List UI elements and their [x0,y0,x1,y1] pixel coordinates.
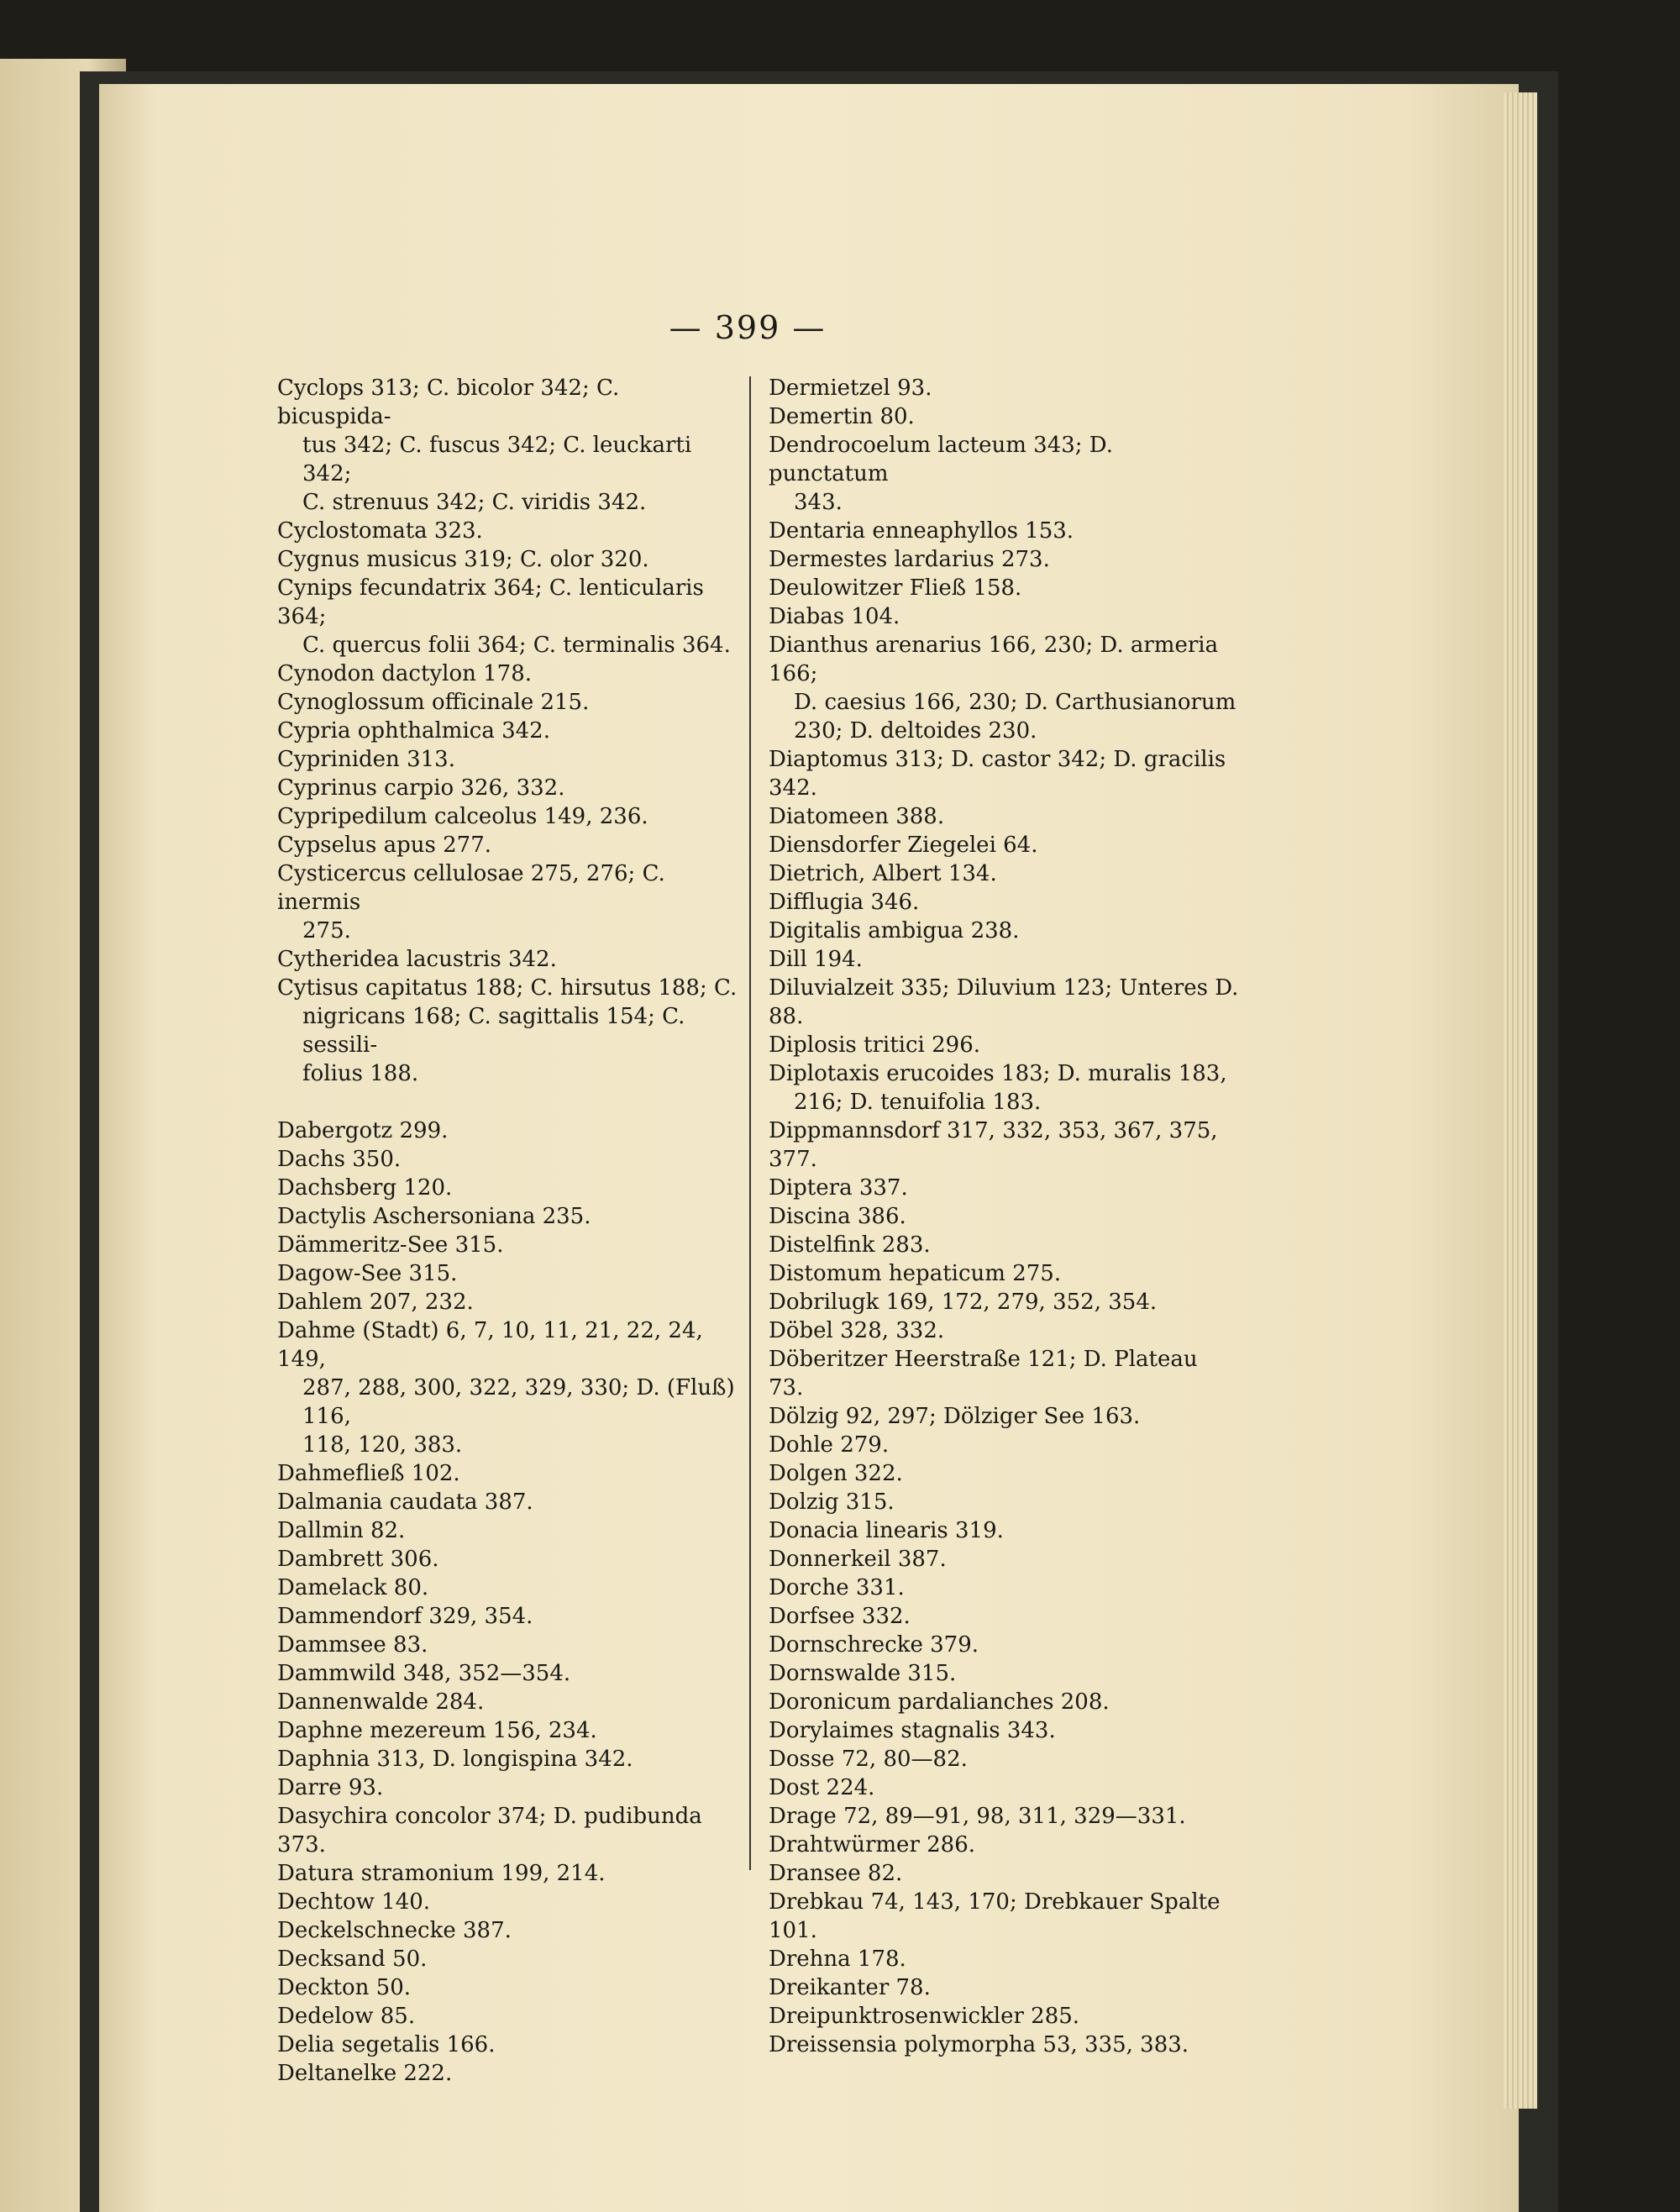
index-entry: Deltanelke 222. [277,2061,453,2086]
index-entry: Drehna 178. [769,1947,906,1972]
page-block-edge [1504,92,1537,2109]
index-entry: C. strenuus 342; C. viridis 342. [302,490,647,515]
index-entry: Dechtow 140. [277,1889,431,1915]
index-entry: Dammsee 83. [277,1632,428,1658]
index-entry: Dost 224. [769,1775,875,1800]
index-entry: Cynips fecundatrix 364; C. lenticularis 364; [277,575,704,629]
index-entry: Deckton 50. [277,1975,412,2000]
index-entry: Diaptomus 313; D. castor 342; D. gracilis 342. [769,747,1226,801]
index-entry: Donacia linearis 319. [769,1518,1004,1543]
index-entry: Datura stramonium 199, 214. [277,1861,606,1886]
index-entry: Dasychira concolor 374; D. pudibunda 373. [277,1804,702,1857]
index-entry: Diptera 337. [769,1175,908,1201]
index-entry: Distelfink 283. [769,1232,931,1258]
index-entry: Difflugia 346. [769,890,920,915]
index-entry: Dagow-See 315. [277,1261,458,1286]
index-entry: Donnerkeil 387. [769,1547,947,1572]
index-entry: Dohle 279. [769,1432,890,1458]
index-entry: Dietrich, Albert 134. [769,861,997,886]
index-entry: Dentaria enneaphyllos 153. [769,518,1074,544]
column-divider [749,376,751,1870]
index-entry: Döbel 328, 332. [769,1318,945,1343]
index-entry: D. caesius 166, 230; D. Carthusianorum [794,690,1236,715]
index-entry: 343. [794,490,843,515]
index-entry: Dachsberg 120. [277,1175,453,1201]
index-entry: Diatomeen 388. [769,804,945,829]
index-entry: 275. [302,918,351,943]
index-entry: tus 342; C. fuscus 342; C. leuckarti 342; [302,433,692,486]
index-entry: Dermestes lardarius 273. [769,547,1050,572]
index-entry: Cypselus apus 277. [277,833,492,858]
index-entry: Dorylaimes stagnalis 343. [769,1718,1056,1743]
index-entry: 287, 288, 300, 322, 329, 330; D. (Fluß) 116, [302,1375,735,1429]
index-entry: Damelack 80. [277,1575,429,1600]
index-entry: Dosse 72, 80—82. [769,1747,968,1772]
index-entry: Cyprinus carpio 326, 332. [277,775,565,801]
index-entry: Doronicum pardalianches 208. [769,1689,1110,1715]
index-entry: Dedelow 85. [277,2004,416,2029]
index-entry: Dreipunktrosenwickler 285. [769,2004,1080,2029]
index-entry: Dill 194. [769,947,863,972]
index-entry: Diplotaxis erucoides 183; D. muralis 183, [769,1061,1227,1086]
index-entry: Dahlem 207, 232. [277,1290,474,1315]
index-entry: Deulowitzer Fließ 158. [769,575,1022,601]
index-entry: Dactylis Aschersoniana 235. [277,1204,591,1229]
index-entry: Dannenwalde 284. [277,1689,485,1715]
index-entry: nigricans 168; C. sagittalis 154; C. sessili- [302,1004,685,1058]
index-entry: Döberitzer Heerstraße 121; D. Plateau 73. [769,1347,1198,1400]
index-entry: Cynoglossum officinale 215. [277,690,590,715]
index-entry: Dachs 350. [277,1147,402,1172]
index-entry: Dalmania caudata 387. [277,1490,533,1515]
index-entry: folius 188. [302,1061,419,1086]
index-entry: Dermietzel 93. [769,376,932,401]
index-entry: Darre 93. [277,1775,384,1800]
index-entry: Distomum hepaticum 275. [769,1261,1062,1286]
index-entry: Demertin 80. [769,404,915,429]
index-entry: Dabergotz 299. [277,1118,449,1143]
index-entry: Drahtwürmer 286. [769,1832,976,1857]
index-entry: Deckelschnecke 387. [277,1918,512,1943]
index-entry: Dobrilugk 169, 172, 279, 352, 354. [769,1290,1158,1315]
index-entry: Diplosis tritici 296. [769,1032,981,1058]
index-entry: Dreikanter 78. [769,1975,931,2000]
index-entry: Dolzig 315. [769,1490,895,1515]
index-entry: Cypria ophthalmica 342. [277,718,550,743]
index-entry: Cytisus capitatus 188; C. hirsutus 188; C. [277,975,738,1001]
index-entry: C. quercus folii 364; C. terminalis 364. [302,633,731,658]
index-entry: Cytheridea lacustris 342. [277,947,557,972]
index-entry: Daphnia 313, D. longispina 342. [277,1747,633,1772]
index-entry: Cyclops 313; C. bicolor 342; C. bicuspida- [277,376,620,429]
index-entry: Dölzig 92, 297; Dölziger See 163. [769,1404,1141,1429]
index-entry: Diensdorfer Ziegelei 64. [769,833,1038,858]
index-entry: Dianthus arenarius 166, 230; D. armeria 166; [769,633,1219,686]
index-entry: Drebkau 74, 143, 170; Drebkauer Spalte 101. [769,1889,1221,1943]
index-entry: 216; D. tenuifolia 183. [794,1090,1042,1115]
index-entry: Drage 72, 89—91, 98, 311, 329—331. [769,1804,1186,1829]
index-entry: Dolgen 322. [769,1461,903,1486]
index-entry: Cypripedilum calceolus 149, 236. [277,804,648,829]
index-entry: 230; D. deltoides 230. [794,718,1037,743]
index-entry: Cygnus musicus 319; C. olor 320. [277,547,649,572]
index-entry: Cyclostomata 323. [277,518,483,544]
index-entry: Dammendorf 329, 354. [277,1604,533,1629]
page-number: — 399 — [669,309,827,346]
index-entry: Dämmeritz-See 315. [277,1232,504,1258]
index-entry: Dendrocoelum lacteum 343; D. punctatum [769,433,1113,486]
index-entry: Cysticercus cellulosae 275, 276; C. inermis [277,861,665,915]
index-entry: Dallmin 82. [277,1518,406,1543]
index-entry: Cypriniden 313. [277,747,455,772]
index-entry: Decksand 50. [277,1947,428,1972]
index-entry: Diluvialzeit 335; Diluvium 123; Unteres D. 88. [769,975,1239,1029]
index-entry: Dahmefließ 102. [277,1461,460,1486]
index-entry: Dornswalde 315. [769,1661,957,1686]
index-column-left [277,374,739,2088]
index-entry: Dammwild 348, 352—354. [277,1661,571,1686]
index-entry: Dorche 331. [769,1575,905,1600]
index-entry: Dorfsee 332. [769,1604,911,1629]
index-entry: Dornschrecke 379. [769,1632,979,1658]
index-entry: Dippmannsdorf 317, 332, 353, 367, 375, 377. [769,1118,1218,1172]
index-entry: Dransee 82. [769,1861,903,1886]
index-gap [277,1088,739,1117]
index-entry: 118, 120, 383. [302,1432,463,1458]
index-entry: Digitalis ambigua 238. [769,918,1020,943]
index-entry: Cynodon dactylon 178. [277,661,532,686]
index-entry: Daphne mezereum 156, 234. [277,1718,597,1743]
index-entry: Dahme (Stadt) 6, 7, 10, 11, 21, 22, 24, 149, [277,1318,703,1372]
index-entry: Delia segetalis 166. [277,2032,496,2057]
index-column-right [769,374,1239,2059]
index-entry: Dreissensia polymorpha 53, 335, 383. [769,2032,1189,2057]
index-entry: Discina 386. [769,1204,906,1229]
index-entry: Diabas 104. [769,604,900,629]
index-entry: Dambrett 306. [277,1547,439,1572]
